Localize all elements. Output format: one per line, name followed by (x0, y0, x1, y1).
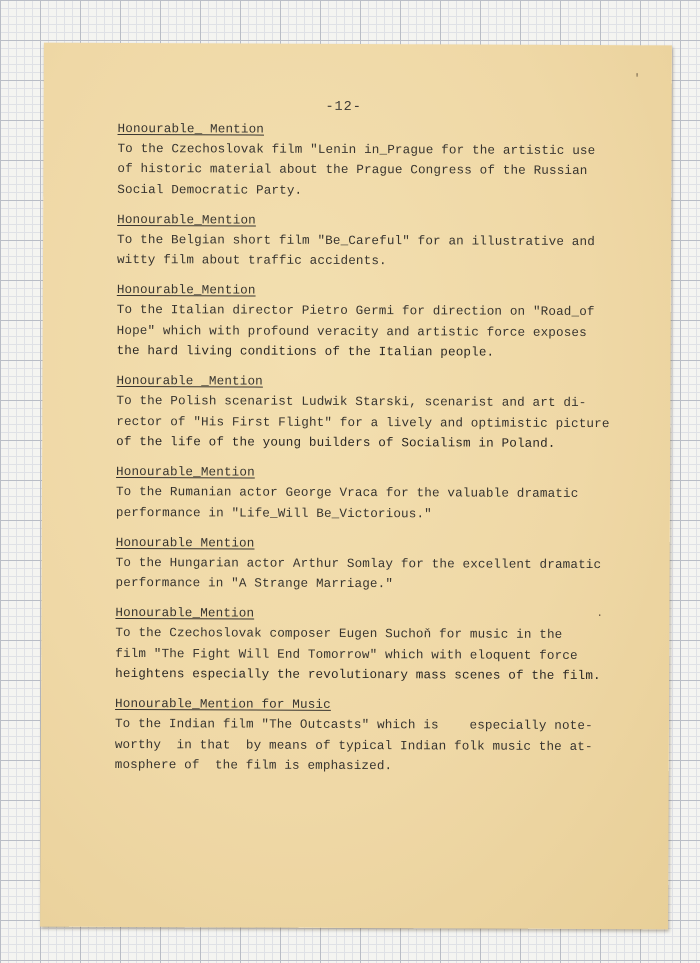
entry-text-line: To the Rumanian actor George Vraca for the valuable dramatic (115, 485, 579, 502)
entry-his-first-flight (116, 372, 656, 454)
entry-text-line: To the Indian film "The Outcasts" which is especially note- (114, 717, 593, 734)
entry-fight-will-end-tomorrow (115, 604, 655, 686)
page-content (115, 120, 658, 789)
entry-text-line: of the life of the young builders of Socialism in Poland. (116, 434, 556, 451)
page-number: -12- (325, 99, 362, 116)
stray-ink-mark: ' (633, 73, 641, 86)
entry-text-line: To the Belgian short film "Be_Careful" for an illustrative and (117, 232, 595, 249)
entry-heading: Honourable_Mention for Music (115, 697, 331, 713)
entry-heading: Honourable_Mention (115, 606, 255, 622)
entry-text-line: To the Polish scenarist Ludwik Starski, scenarist and art di- (116, 394, 587, 411)
entry-heading: Honourable _Mention (116, 374, 263, 389)
entry-heading: Honourable_Mention (116, 283, 256, 299)
entry-heading: Honourable_Mention (117, 212, 256, 228)
entry-text-line: Hope" which with profound veracity and artistic force exposes (116, 323, 587, 340)
entry-lenin-in-prague (117, 120, 657, 202)
entry-text-line: worthy in that by means of typical Indian folk music the at- (114, 737, 593, 754)
entry-text-line: To the Czechoslovak film "Lenin in_Prague for the artistic use (117, 141, 596, 159)
entry-text-line: Social Democratic Party. (117, 182, 303, 198)
entry-text-line: film "The Fight Will End Tomorrow" which with eloquent force (115, 646, 578, 663)
entry-road-of-hope (117, 281, 657, 363)
entry-the-outcasts (115, 695, 655, 777)
entry-be-careful (117, 211, 657, 273)
entry-text-line: To the Czechoslovak composer Eugen Suchoň for music in the (115, 626, 563, 643)
entry-text-line: the hard living conditions of the Italian people. (116, 344, 495, 360)
entry-heading: Honourable_Mention (116, 465, 255, 480)
entry-text-line: performance in "A Strange Marriage." (115, 576, 394, 592)
entry-text-line: witty film about traffic accidents. (116, 253, 387, 269)
entry-text-line: heightens especially the revolutionary mass scenes of the film. (115, 666, 601, 684)
entry-text-line: To the Italian director Pietro Germi for direction on "Road_of (116, 303, 595, 320)
entry-a-strange-marriage (116, 534, 656, 596)
entry-life-will-be-victorious (116, 463, 656, 525)
entry-heading: Honourable_ Mention (117, 121, 265, 137)
entry-text-line: mosphere of the film is emphasized. (114, 757, 393, 774)
entry-text-line: rector of "His First Flight" for a lively and optimistic picture (116, 414, 610, 431)
entry-heading: Honourable Mention (115, 535, 255, 551)
entry-text-line: of historic material about the Prague Congress of the Russian (117, 162, 588, 179)
entry-text-line: To the Hungarian actor Arthur Somlay for the excellent dramatic (115, 555, 602, 572)
typewritten-page (40, 43, 672, 930)
stray-ink-mark: . (596, 608, 604, 621)
entry-text-line: performance in "Life_Will Be_Victorious." (115, 505, 432, 521)
